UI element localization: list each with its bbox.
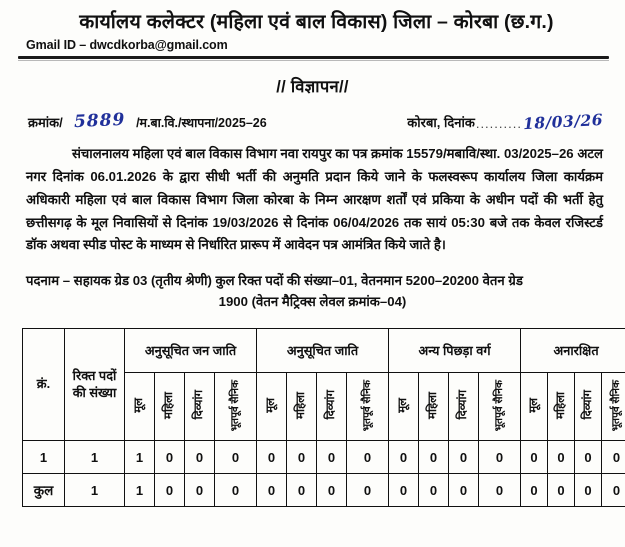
cell-total-st-mool: 1 [125, 474, 155, 507]
th-sc-mahila [287, 373, 317, 441]
reference-label: क्रमांक/ [28, 115, 63, 131]
cell-total-sc-mahila: 0 [287, 474, 317, 507]
office-title: कार्यालय कलेक्टर (महिला एवं बाल विकास) जिला – कोरबा (छ.ग.) [79, 11, 554, 33]
cell-total-obc-exservice: 0 [479, 474, 521, 507]
th-ur-mool [521, 373, 548, 441]
place-date-label: कोरबा, दिनांक [407, 115, 475, 131]
cell-vacancy: 1 [65, 441, 125, 474]
date-handwritten: 18/03/26 [522, 110, 604, 134]
cell-st-mool: 1 [125, 441, 155, 474]
table-head [23, 329, 625, 441]
table-total-row [23, 474, 625, 507]
notice-heading: // विज्ञापन// [276, 78, 349, 97]
th-st-mahila [155, 373, 185, 441]
cell-st-exservice: 0 [215, 441, 257, 474]
cell-total-obc-mahila: 0 [419, 474, 449, 507]
reference-suffix: /म.बा.वि./स्थापना/2025–26 [136, 116, 267, 131]
label-text: भूतपूर्व सैनिक [493, 379, 505, 431]
label-text: महिला [426, 391, 440, 419]
label-text: मूल [132, 397, 146, 413]
th-sc-exservice [347, 373, 389, 441]
th-ur-divyang [575, 373, 602, 441]
label-text: महिला [553, 391, 567, 419]
cell-obc-divyang: 0 [449, 441, 479, 474]
cell-st-mahila: 0 [155, 441, 185, 474]
reservation-table-wrap [22, 328, 622, 507]
th-group-st: अनुसूचित जन जाति [125, 329, 257, 373]
cell-sc-mahila: 0 [287, 441, 317, 474]
th-obc-exservice [479, 373, 521, 441]
cell-st-divyang: 0 [185, 441, 215, 474]
th-obc-mahila [419, 373, 449, 441]
cell-total-vacancy: 1 [65, 474, 125, 507]
cell-total-obc-mool: 0 [389, 474, 419, 507]
label-text: दिव्यांग [192, 390, 206, 420]
reservation-table [22, 328, 625, 507]
th-obc-mool [389, 373, 419, 441]
header-divider [0, 52, 625, 61]
divider-thin [18, 60, 609, 61]
reference-left [28, 111, 267, 131]
th-group-sc: अनुसूचित जाति [257, 329, 389, 373]
reference-right [407, 110, 604, 134]
label-text: मूल [526, 397, 540, 413]
reference-row [0, 110, 625, 134]
cell-total-obc-divyang: 0 [449, 474, 479, 507]
cell-ur-mool: 0 [521, 441, 548, 474]
th-serial: क्रं. [23, 329, 65, 441]
th-group-ur: अनारक्षित [521, 329, 625, 373]
cell-total-ur-exservice: 0 [602, 474, 625, 507]
cell-total-ur-divyang: 0 [575, 474, 602, 507]
dotted-fill: .......... [475, 116, 522, 132]
cell-ur-mahila: 0 [548, 441, 575, 474]
cell-ur-exservice: 0 [602, 441, 625, 474]
reference-number-handwritten: 5889 [73, 110, 126, 133]
th-st-mool [125, 373, 155, 441]
cell-total-st-mahila: 0 [155, 474, 185, 507]
label-text: महिला [162, 391, 176, 419]
th-st-divyang [185, 373, 215, 441]
th-vacancy-count: रिक्त पदों की संख्या [65, 329, 125, 441]
cell-ur-divyang: 0 [575, 441, 602, 474]
cell-total-ur-mool: 0 [521, 474, 548, 507]
th-sc-mool [257, 373, 287, 441]
post-designation-line-1: पदनाम – सहायक ग्रेड 03 (तृतीय श्रेणी) कुल रिक्त पदों की संख्या–01, वेतनमान 5200–20200 वेतन ग्रेड [26, 272, 523, 288]
th-ur-mahila [548, 373, 575, 441]
th-sc-divyang [317, 373, 347, 441]
cell-obc-mahila: 0 [419, 441, 449, 474]
cell-total-st-divyang: 0 [185, 474, 215, 507]
cell-serial: 1 [23, 441, 65, 474]
cell-total-ur-mahila: 0 [548, 474, 575, 507]
cell-total-sc-mool: 0 [257, 474, 287, 507]
th-st-exservice [215, 373, 257, 441]
label-text: दिव्यांग [456, 390, 470, 420]
label-text: दिव्यांग [580, 390, 594, 420]
label-text: दिव्यांग [324, 390, 338, 420]
label-text: भूतपूर्व सैनिक [361, 379, 373, 431]
label-text: भूतपूर्व सैनिक [229, 379, 241, 431]
cell-total-st-exservice: 0 [215, 474, 257, 507]
notice-body-paragraph: संचालनालय महिला एवं बाल विकास विभाग नवा रायपुर का पत्र क्रमांक 15579/मबावि/स्था. 03/2025–26 अटल नगर दिनांक 06.01.2026 के द्वारा सीधी भर्ती की अनुमति प्रदान किये जाने के फलस्वरूप कार्यालय जिला कार्यक्रम अधिकारी महिला एवं बाल विकास विभाग जिला कोरबा के निम्न आरक्षण शर्तों एवं प्रकिया के अधीन पदों की भर्ती हेतु छत्तीसगढ़ के मूल निवासियों से दिनांक 19/03/2026 से दिनांक 06/04/2026 तक सायं 05:30 बजे तक केवल रजिस्टर्ड डॉक अथवा स्पीड पोस्ट के माध्यम से निर्धारित प्रारूप में आवेदन पत्र आमंत्रित किये जाते है। [26, 146, 603, 253]
cell-total-sc-divyang: 0 [317, 474, 347, 507]
post-designation-block [26, 270, 599, 312]
label-text: भूतपूर्व सैनिक [610, 379, 622, 431]
th-group-obc: अन्य पिछड़ा वर्ग [389, 329, 521, 373]
th-ur-exservice [602, 373, 625, 441]
table-row [23, 441, 625, 474]
label-text: मूल [396, 397, 410, 413]
label-text: महिला [294, 391, 308, 419]
th-obc-divyang [449, 373, 479, 441]
cell-obc-exservice: 0 [479, 441, 521, 474]
table-group-header-row [23, 329, 625, 373]
table-body [23, 441, 625, 507]
divider-thick [18, 56, 609, 59]
cell-total-sc-exservice: 0 [347, 474, 389, 507]
cell-sc-exservice: 0 [347, 441, 389, 474]
post-designation-line-2: 1900 (वेतन मैट्रिक्स लेवल क्रमांक–04) [218, 294, 407, 310]
cell-sc-mool: 0 [257, 441, 287, 474]
cell-obc-mool: 0 [389, 441, 419, 474]
cell-total-label: कुल [23, 474, 65, 507]
cell-sc-divyang: 0 [317, 441, 347, 474]
gmail-id-line: Gmail ID – dwcdkorba@gmail.com [26, 38, 228, 53]
label-text: मूल [264, 397, 278, 413]
